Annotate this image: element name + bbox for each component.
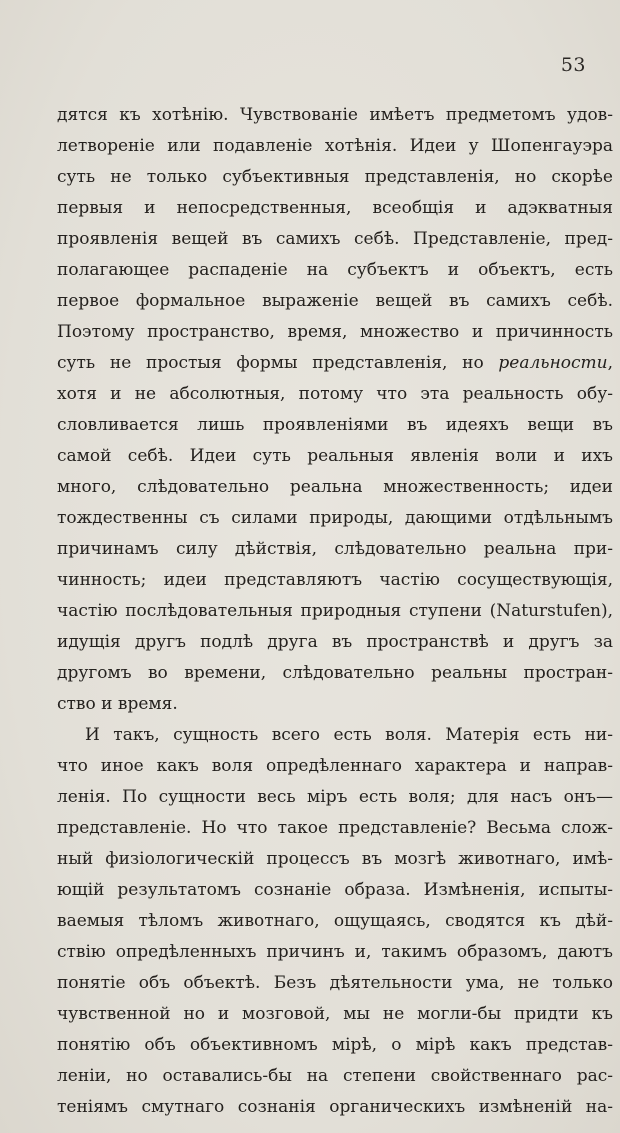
text-line: ленія. По сущности весь міръ есть воля; для насъ онъ—	[57, 787, 613, 807]
text-segment: суть не простыя формы представленія, но	[57, 353, 499, 373]
text-line: проявленія вещей въ самихъ себѣ. Представленіе, пред-	[57, 229, 613, 249]
text-line: чинность; идеи представляютъ частію сосуществующія,	[57, 570, 613, 590]
text-line: первое формальное выраженіе вещей въ самихъ себѣ.	[57, 291, 613, 311]
body-text	[57, 100, 613, 1123]
text-line: понятію объ объективномъ мірѣ, о мірѣ какъ представ-	[57, 1035, 613, 1055]
emphasized-word: реальности	[498, 353, 608, 373]
text-line: чувственной но и мозговой, мы не могли-бы придти къ	[57, 1004, 613, 1024]
page-number: 53	[560, 54, 586, 76]
text-line-indented: И такъ, сущность всего есть воля. Матерія есть ни-	[85, 725, 613, 745]
text-line: летвореніе или подавленіе хотѣнія. Идеи у Шопенгауэра	[57, 136, 613, 156]
text-line-with-emphasis	[57, 348, 613, 379]
text-line: леніи, но оставались-бы на степени свойственнаго рас-	[57, 1066, 613, 1086]
text-line: идущія другъ подлѣ друга въ пространствѣ и другъ за	[57, 632, 613, 652]
text-line: полагающее распаденіе на субъектъ и объектъ, есть	[57, 260, 613, 280]
text-line: первыя и непосредственныя, всеобщія и адэкватныя	[57, 198, 613, 218]
text-line: ный физіологическій процессъ въ мозгѣ животнаго, имѣ-	[57, 849, 613, 869]
text-line: частію послѣдовательныя природныя ступени (Naturstufen),	[57, 601, 613, 621]
text-line: представленіе. Но что такое представленіе? Весьма слож-	[57, 818, 613, 838]
text-line: теніямъ смутнаго сознанія органическихъ измѣненій на-	[57, 1097, 613, 1117]
text-line-paragraph-end: ство и время.	[57, 694, 178, 714]
text-line: самой себѣ. Идеи суть реальныя явленія воли и ихъ	[57, 446, 613, 466]
text-line: словливается лишь проявленіями въ идеяхъ вещи въ	[57, 415, 613, 435]
text-line: дятся къ хотѣнію. Чувствованіе имѣетъ предметомъ удов-	[57, 105, 613, 125]
text-line: ствію опредѣленныхъ причинъ и, такимъ образомъ, даютъ	[57, 942, 613, 962]
text-line: хотя и не абсолютныя, потому что эта реальность обу-	[57, 384, 613, 404]
text-line: понятіе объ объектѣ. Безъ дѣятельности ума, не только	[57, 973, 613, 993]
text-line: другомъ во времени, слѣдовательно реальны простран-	[57, 663, 613, 683]
text-line: ваемыя тѣломъ животнаго, ощущаясь, сводятся къ дѣй-	[57, 911, 613, 931]
text-line: что иное какъ воля опредѣленнаго характера и направ-	[57, 756, 613, 776]
text-line: тождественны съ силами природы, дающими отдѣльнымъ	[57, 508, 613, 528]
text-line: Поэтому пространство, время, множество и причинность	[57, 322, 613, 342]
text-line: много, слѣдовательно реальна множественность; идеи	[57, 477, 613, 497]
text-segment: ,	[607, 353, 613, 373]
text-line: ющій результатомъ сознаніе образа. Измѣненія, испыты-	[57, 880, 613, 900]
text-line: причинамъ силу дѣйствія, слѣдовательно реальна при-	[57, 539, 613, 559]
text-line: суть не только субъективныя представленія, но скорѣе	[57, 167, 613, 187]
